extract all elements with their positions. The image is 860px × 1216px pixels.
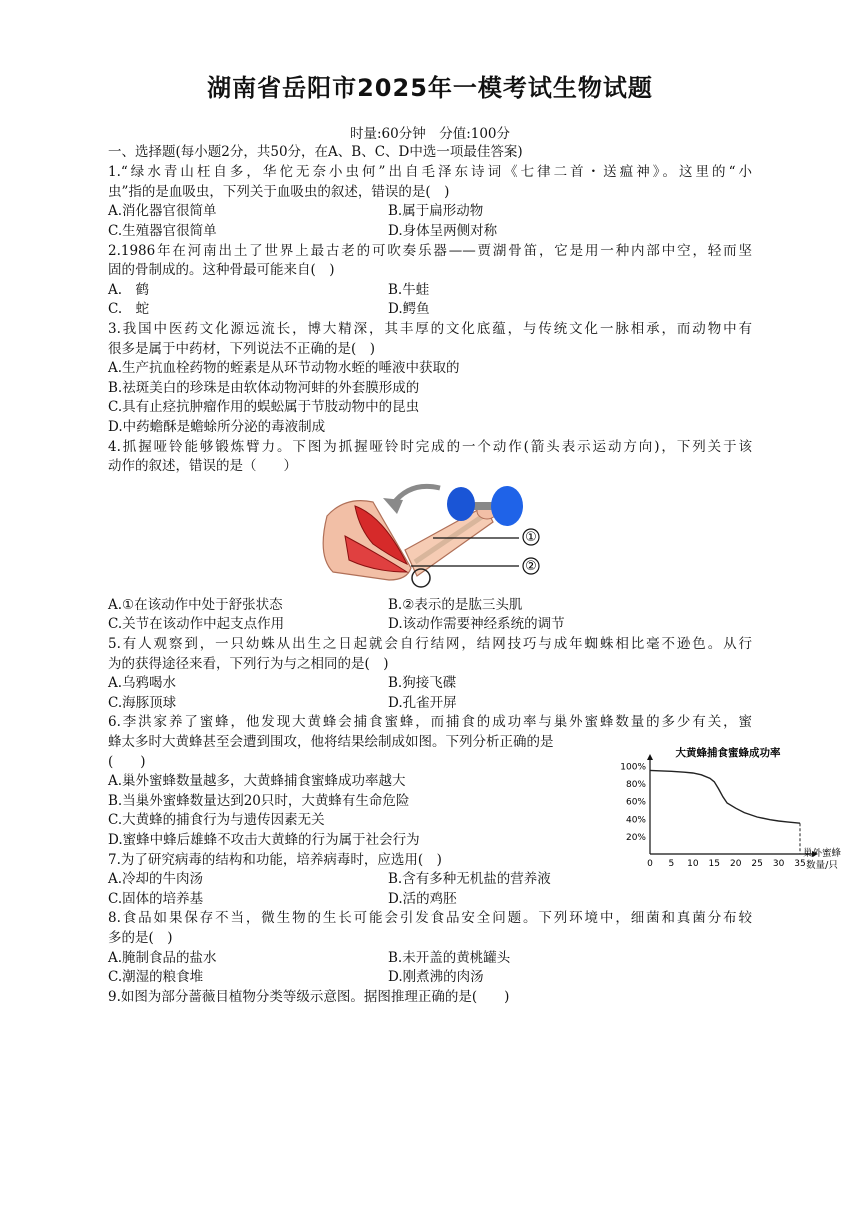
option-2c: C. 蛇 — [108, 301, 150, 317]
question-5-line-1: 5.有人观察到，一只幼蛛从出生之日起就会自行结网，结网技巧与成年蜘蛛相比毫不逊色。从行 — [108, 636, 752, 652]
question-5-line-2: 为的获得途径来看，下列行为与之相同的是( ) — [108, 656, 389, 672]
option-8d: D.刚煮沸的肉汤 — [388, 969, 484, 985]
option-8a: A.腌制食品的盐水 — [108, 950, 217, 966]
x-tick-label: 5 — [668, 859, 675, 869]
question-4-line-2: 动作的叙述，错误的是（ ） — [108, 458, 297, 474]
option-1c: C.生殖器官很简单 — [108, 223, 217, 239]
option-4a: A.①在该动作中处于舒张状态 — [108, 597, 283, 613]
option-4c: C.关节在该动作中起支点作用 — [108, 616, 285, 632]
question-3-line-1: 3.我国中医药文化源远流长，博大精深，其丰厚的文化底蕴，与传统文化一脉相承，而动物中有 — [108, 321, 752, 337]
page-title: 湖南省岳阳市2025年一模考试生物试题 — [207, 74, 653, 102]
success-rate-line — [650, 770, 800, 823]
y-axis-arrow — [647, 754, 653, 760]
option-8b: B.未开盖的黄桃罐头 — [388, 950, 511, 966]
option-6a: A.巢外蜜蜂数量越多，大黄蜂捕食蜜蜂成功率越大 — [108, 773, 406, 789]
option-7b: B.含有多种无机盐的营养液 — [388, 871, 551, 887]
option-1a: A.消化器官很简单 — [108, 203, 217, 219]
option-6c: C.大黄蜂的捕食行为与遗传因素无关 — [108, 812, 325, 828]
option-5d: D.孔雀开屏 — [388, 695, 457, 711]
option-7a: A.冷却的牛肉汤 — [108, 871, 204, 887]
x-tick-label: 35 — [794, 859, 806, 869]
option-7c: C.固体的培养基 — [108, 891, 204, 907]
option-1b: B.属于扁形动物 — [388, 203, 484, 219]
question-6-line-1: 6.李洪家养了蜜蜂，他发现大黄蜂会捕食蜜蜂，而捕食的成功率与巢外蜜蜂数量的多少有关，蜜 — [108, 714, 752, 730]
option-2a: A. 鹤 — [108, 282, 150, 298]
section-header: 一、选择题(每小题2分，共50分，在A、B、C、D中选一项最佳答案) — [108, 144, 523, 160]
option-3d: D.中药蟾酥是蟾蜍所分泌的毒液制成 — [108, 419, 326, 435]
question-2-line-2: 固的骨制成的。这种骨最可能来自( ) — [108, 262, 335, 278]
question-1-line-2: 虫”指的是血吸虫，下列关于血吸虫的叙述，错误的是( ) — [108, 184, 450, 200]
y-tick-label: 40% — [625, 815, 646, 826]
x-tick-label: 25 — [751, 859, 763, 869]
chart-title: 大黄蜂捕食蜜蜂成功率 — [675, 747, 781, 759]
x-axis-label-line-2: 数量/只 — [806, 860, 838, 871]
question-8-line-2: 多的是( ) — [108, 930, 173, 946]
x-tick-label: 0 — [647, 859, 653, 869]
dumbbell-weight-right — [491, 486, 523, 526]
option-5a: A.乌鸦喝水 — [108, 675, 177, 691]
option-4b: B.②表示的是肱三头肌 — [388, 597, 523, 613]
question-1-line-1: 1.“绿水青山枉自多，华佗无奈小虫何”出自毛泽东诗词《七律二首・送瘟神》。这里的“小 — [108, 164, 752, 180]
option-3a: A.生产抗血栓药物的蛭素是从环节动物水蛭的唾液中获取的 — [108, 360, 460, 376]
question-7-line-1: 7.为了研究病毒的结构和功能，培养病毒时，应选用( ) — [108, 852, 442, 868]
option-8c: C.潮湿的粮食堆 — [108, 969, 204, 985]
question-6-line-2: 蜂太多时大黄蜂甚至会遭到围攻，他将结果绘制成如图。下列分析正确的是 — [108, 734, 554, 750]
option-4d: D.该动作需要神经系统的调节 — [388, 616, 565, 632]
x-axis-label-line-1: 巢外蜜蜂 — [802, 848, 842, 859]
dumbbell-weight-left — [447, 487, 475, 521]
y-tick-label: 20% — [625, 832, 646, 843]
success-rate-chart — [612, 742, 842, 892]
arrow-head — [383, 498, 403, 514]
option-5c: C.海豚顶球 — [108, 695, 177, 711]
x-tick-label: 15 — [708, 859, 721, 869]
label-1: ① — [525, 530, 537, 545]
x-tick-label: 30 — [772, 859, 785, 869]
question-9-line-1: 9.如图为部分蔷薇目植物分类等级示意图。据图推理正确的是( ) — [108, 989, 510, 1005]
option-7d: D.活的鸡胚 — [388, 891, 457, 907]
option-3c: C.具有止痉抗肿瘤作用的蜈蚣属于节肢动物中的昆虫 — [108, 399, 420, 415]
question-8-line-1: 8.食品如果保存不当，微生物的生长可能会引发食品安全问题。下列环境中，细菌和真菌分布较 — [108, 910, 752, 926]
x-tick-label: 20 — [729, 859, 742, 869]
option-2b: B.牛蛙 — [388, 282, 430, 298]
question-2-line-1: 2.1986年在河南出土了世界上最古老的可吹奏乐器——贾湖骨笛，它是用一种内部中空，轻而坚 — [108, 243, 752, 259]
option-5b: B.狗接飞碟 — [388, 675, 457, 691]
question-4-line-1: 4.抓握哑铃能够锻炼臂力。下图为抓握哑铃时完成的一个动作(箭头表示运动方向)，下列关于该 — [108, 439, 752, 455]
arm-dumbbell-figure — [315, 476, 555, 594]
question-3-line-2: 很多是属于中药材，下列说法不正确的是( ) — [108, 341, 376, 357]
option-6b: B.当巢外蜜蜂数量达到20只时，大黄蜂有生命危险 — [108, 793, 410, 809]
label-2: ② — [525, 559, 537, 574]
y-tick-label: 100% — [620, 762, 646, 773]
exam-info: 时量:60分钟 分值:100分 — [349, 126, 511, 142]
option-1d: D.身体呈两侧对称 — [388, 223, 498, 239]
question-6-line-3: ( ) — [108, 754, 146, 770]
x-tick-label: 10 — [687, 859, 699, 869]
y-tick-label: 80% — [625, 780, 646, 791]
option-3b: B.祛斑美白的珍珠是由软体动物河蚌的外套膜形成的 — [108, 380, 420, 396]
option-6d: D.蜜蜂中蜂后雄蜂不攻击大黄蜂的行为属于社会行为 — [108, 832, 420, 848]
option-2d: D.鳄鱼 — [388, 301, 430, 317]
y-tick-label: 60% — [625, 797, 646, 808]
